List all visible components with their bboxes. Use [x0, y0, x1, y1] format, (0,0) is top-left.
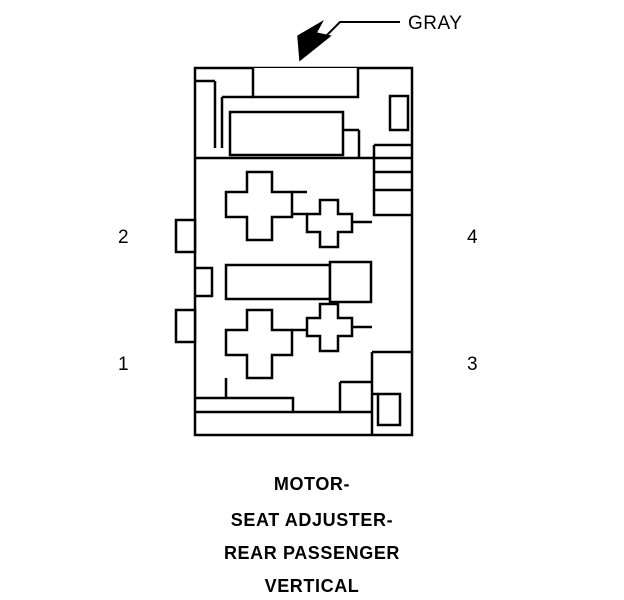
pin-label-1: 1	[118, 354, 129, 375]
caption-line-1: MOTOR-	[273, 474, 351, 494]
caption-line-3: REAR PASSENGER	[223, 543, 401, 563]
pin-label-2: 2	[118, 227, 129, 248]
gray-arrowhead	[298, 22, 330, 60]
pin-label-4: 4	[467, 227, 478, 248]
gray-label: GRAY	[408, 13, 463, 34]
caption-line-4: VERTICAL	[264, 576, 360, 596]
gray-leader-line	[316, 22, 400, 46]
pin-label-3: 3	[467, 354, 478, 375]
caption-line-2: SEAT ADJUSTER-	[230, 510, 394, 530]
